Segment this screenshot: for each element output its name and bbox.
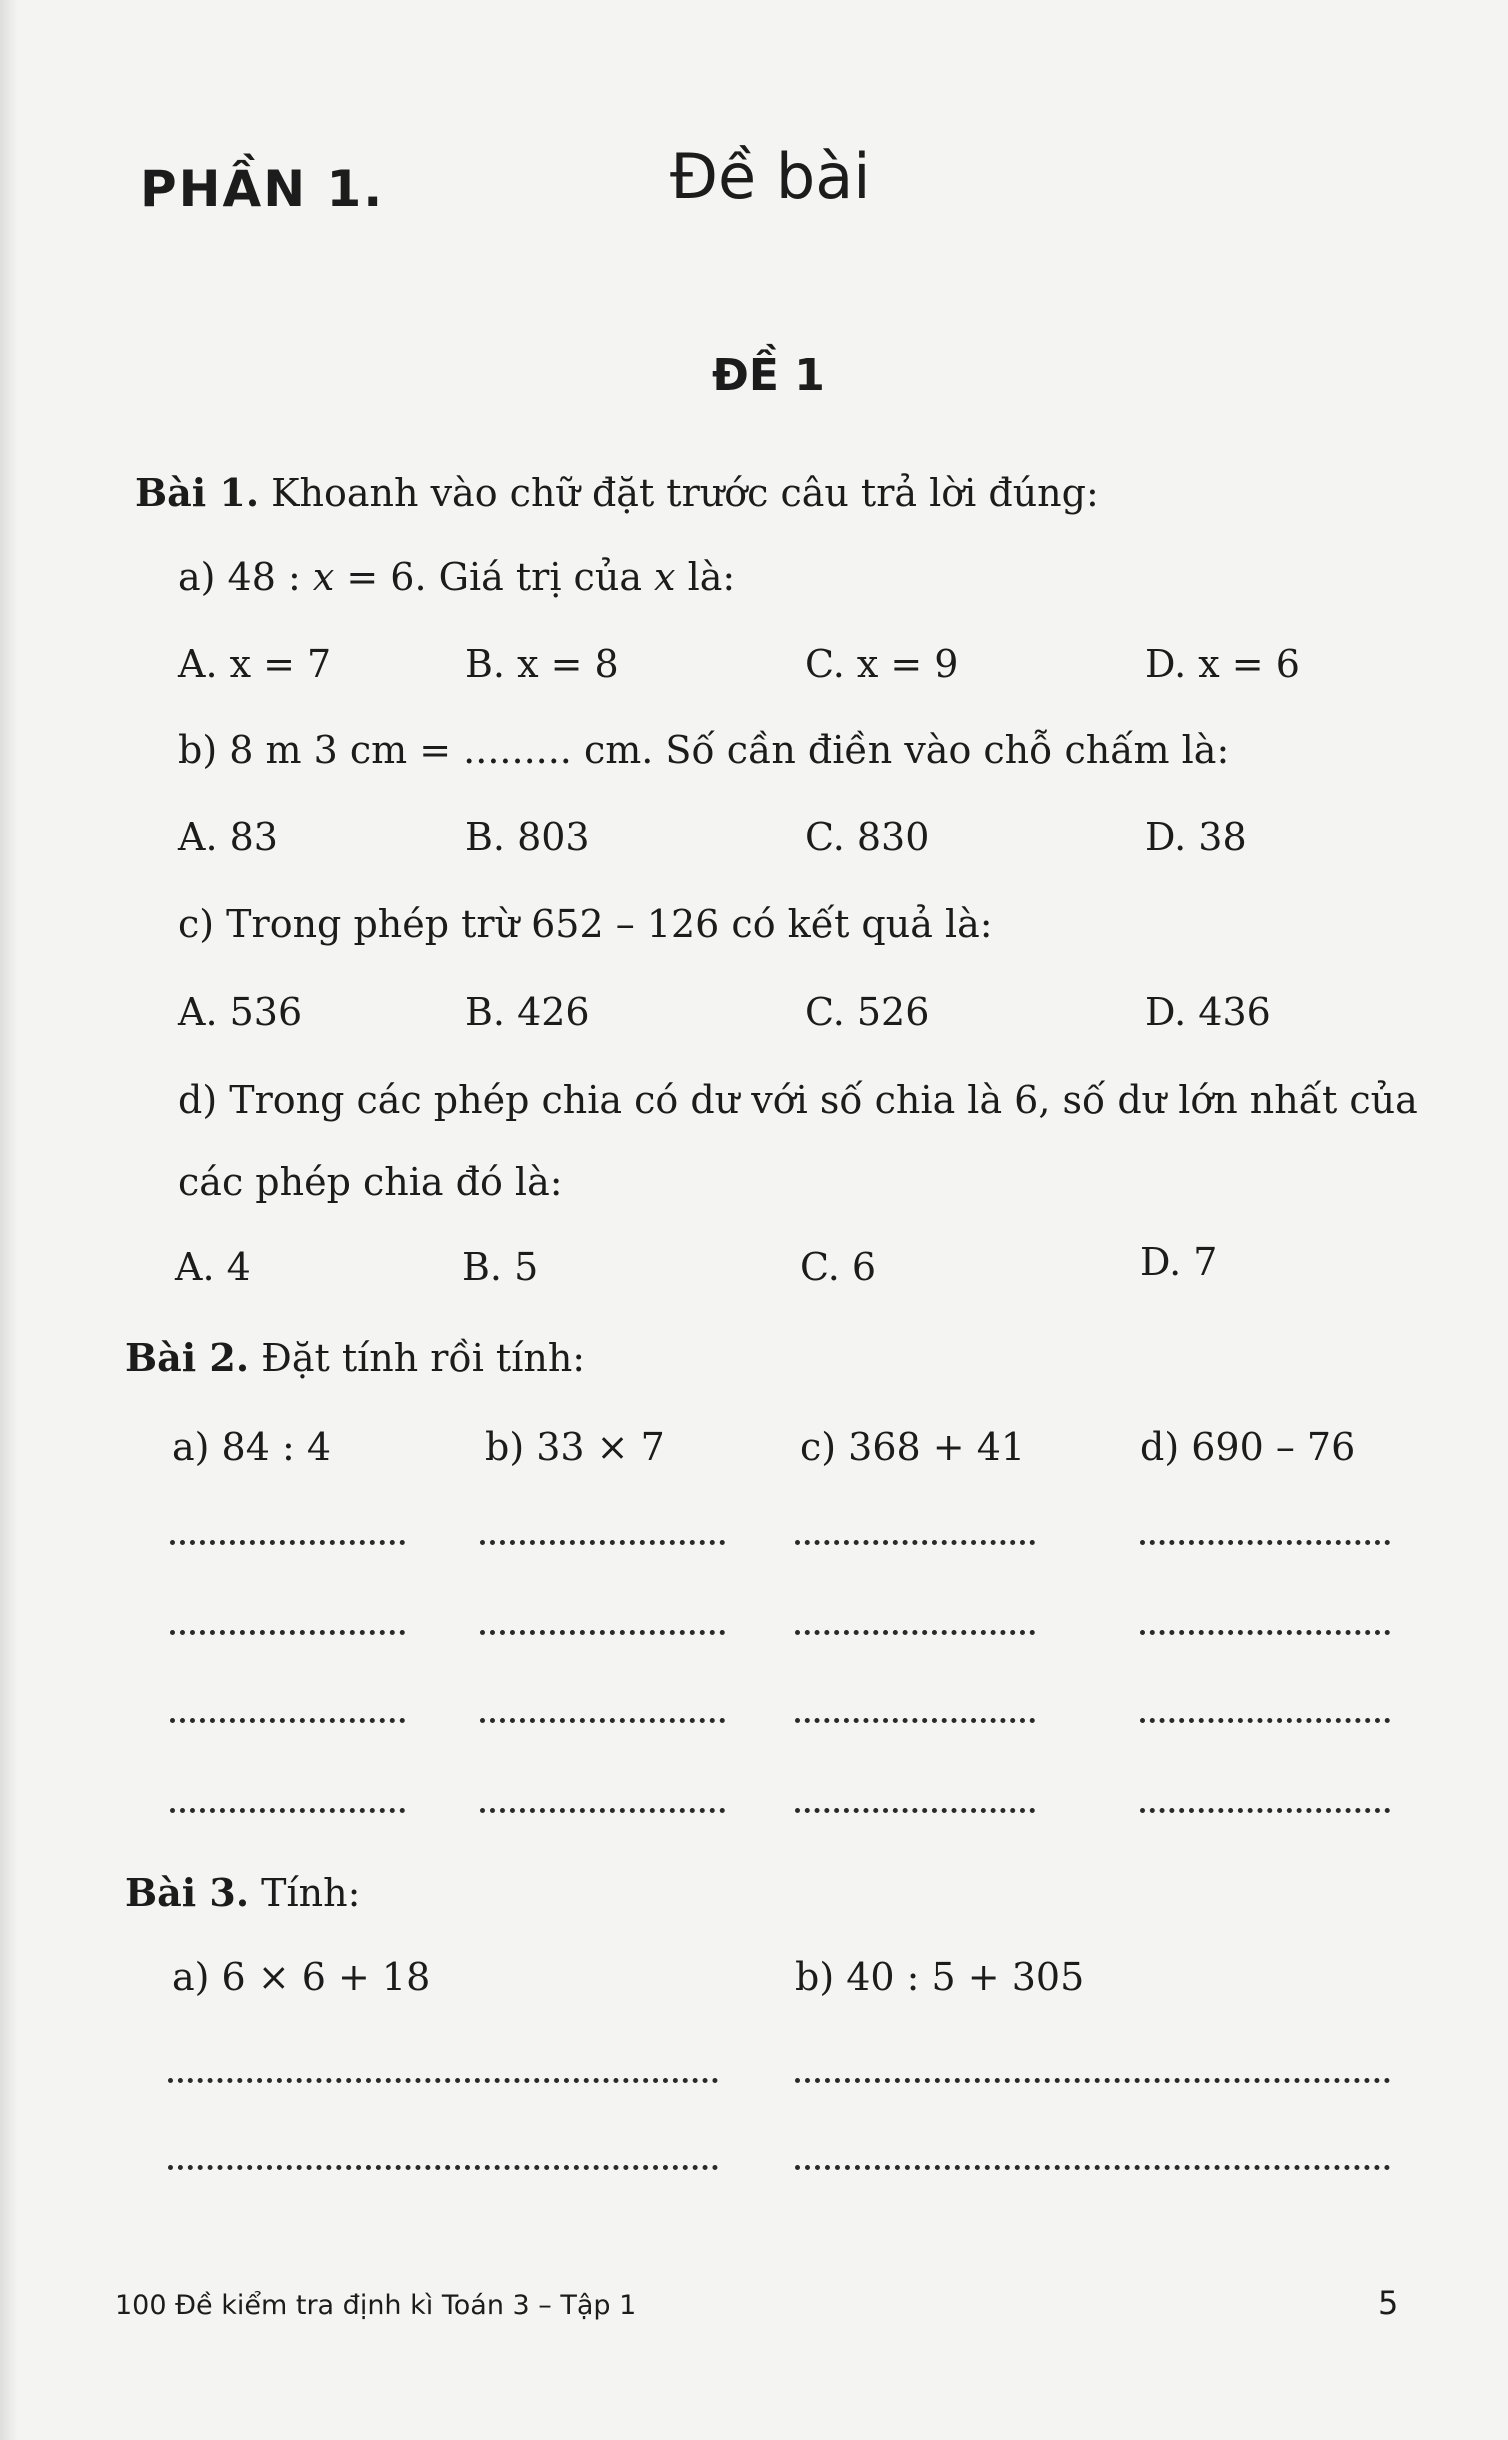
option-a-A[interactable]: A. x = 7	[178, 642, 332, 686]
bai1-question-d-line2: các phép chia đó là:	[178, 1160, 563, 1204]
option-b-A[interactable]: A. 83	[178, 815, 278, 859]
bai1-question-d-line1: d) Trong các phép chia có dư với số chia là 6, số dư lớn nhất của	[178, 1078, 1418, 1122]
question-a-part: a) 48 :	[178, 555, 313, 599]
footer-book-title: 100 Đề kiểm tra định kì Toán 3 – Tập 1	[115, 2290, 637, 2321]
option-d-B[interactable]: B. 5	[462, 1245, 539, 1289]
answer-line[interactable]	[795, 2165, 1390, 2170]
bai3-label: Bài 3.	[125, 1870, 250, 1915]
option-d-C[interactable]: C. 6	[800, 1245, 877, 1289]
option-b-B[interactable]: B. 803	[465, 815, 590, 859]
part-title: Đề bài	[670, 140, 871, 213]
option-c-D[interactable]: D. 436	[1145, 990, 1271, 1034]
bai1-heading	[135, 470, 1099, 515]
question-a-var: x	[312, 555, 335, 599]
question-a-var: x	[654, 555, 676, 599]
option-c-B[interactable]: B. 426	[465, 990, 590, 1034]
bai3-heading	[125, 1870, 360, 1915]
bai2-label: Bài 2.	[125, 1335, 250, 1380]
part-label: PHẦN 1.	[140, 160, 385, 218]
bai2-instruction: Đặt tính rồi tính:	[249, 1336, 586, 1380]
answer-line[interactable]	[480, 1630, 725, 1635]
answer-line[interactable]	[480, 1718, 725, 1723]
answer-line[interactable]	[795, 1808, 1035, 1813]
answer-line[interactable]	[1140, 1718, 1390, 1723]
answer-line[interactable]	[170, 1808, 405, 1813]
answer-line[interactable]	[1140, 1630, 1390, 1635]
bai1-question-b: b) 8 m 3 cm = ......... cm. Số cần điền vào chỗ chấm là:	[178, 728, 1230, 772]
option-a-B[interactable]: B. x = 8	[465, 642, 619, 686]
bai2-item-a: a) 84 : 4	[172, 1425, 332, 1469]
option-c-C[interactable]: C. 526	[805, 990, 930, 1034]
answer-line[interactable]	[795, 1630, 1035, 1635]
page-number: 5	[1378, 2284, 1399, 2322]
bai3-item-b: b) 40 : 5 + 305	[795, 1955, 1085, 1999]
answer-line[interactable]	[480, 1808, 725, 1813]
answer-line[interactable]	[168, 2078, 718, 2083]
question-a-part: = 6. Giá trị của	[334, 555, 655, 599]
answer-line[interactable]	[1140, 1540, 1390, 1545]
answer-line[interactable]	[795, 2078, 1390, 2083]
exam-title: ĐỀ 1	[712, 350, 825, 401]
bai2-heading	[125, 1335, 585, 1380]
bai2-item-b: b) 33 × 7	[485, 1425, 665, 1469]
option-b-C[interactable]: C. 830	[805, 815, 930, 859]
answer-line[interactable]	[1140, 1808, 1390, 1813]
answer-line[interactable]	[795, 1718, 1035, 1723]
bai1-question-c: c) Trong phép trừ 652 – 126 có kết quả là:	[178, 902, 993, 946]
answer-line[interactable]	[480, 1540, 725, 1545]
answer-line[interactable]	[170, 1718, 405, 1723]
page-edge-shadow	[0, 0, 18, 2440]
answer-line[interactable]	[170, 1540, 405, 1545]
bai2-item-c: c) 368 + 41	[800, 1425, 1026, 1469]
bai1-instruction: Khoanh vào chữ đặt trước câu trả lời đúng:	[259, 471, 1099, 515]
bai3-item-a: a) 6 × 6 + 18	[172, 1955, 431, 1999]
option-c-A[interactable]: A. 536	[178, 990, 303, 1034]
option-a-C[interactable]: C. x = 9	[805, 642, 959, 686]
option-d-D[interactable]: D. 7	[1140, 1240, 1218, 1284]
answer-line[interactable]	[795, 1540, 1035, 1545]
option-b-D[interactable]: D. 38	[1145, 815, 1247, 859]
bai3-instruction: Tính:	[249, 1871, 361, 1915]
answer-line[interactable]	[168, 2165, 718, 2170]
answer-line[interactable]	[170, 1630, 405, 1635]
bai1-label: Bài 1.	[135, 470, 260, 515]
bai2-item-d: d) 690 – 76	[1140, 1425, 1356, 1469]
question-a-part: là:	[675, 555, 736, 599]
bai1-question-a	[178, 555, 735, 599]
option-a-D[interactable]: D. x = 6	[1145, 642, 1300, 686]
option-d-A[interactable]: A. 4	[175, 1245, 251, 1289]
